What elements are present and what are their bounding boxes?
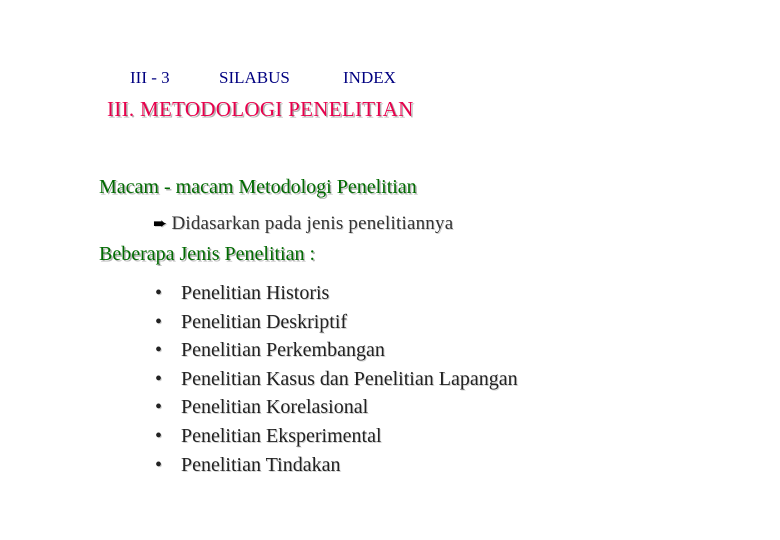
bullet-icon: • [155,339,163,362]
list-item-label: Penelitian Korelasional [181,396,369,419]
list-item [155,422,518,451]
bullet-icon: • [155,396,163,419]
bullet-icon: • [155,424,163,447]
section-heading: Macam - macam Metodologi Penelitian [99,176,417,198]
list-item [155,393,518,422]
list-item-label: Penelitian Historis [181,282,330,304]
subline [153,213,453,235]
nav-link-silabus[interactable]: SILABUS [219,68,290,87]
list-item-label: Penelitian Eksperimental [181,424,382,447]
list-item-label: Penelitian Kasus dan Penelitian Lapangan [181,367,518,390]
arrow-right-icon: ➨ [153,214,168,233]
list-item [155,336,518,365]
bullet-icon: • [155,310,163,333]
top-navigation [0,68,780,92]
nav-link-index[interactable]: INDEX [343,68,396,87]
list-item-label: Penelitian Tindakan [181,453,341,476]
subline-text: Didasarkan pada jenis penelitiannya [171,213,454,234]
list-item-label: Penelitian Deskriptif [181,310,348,333]
research-types-list [155,279,518,479]
list-item [155,451,518,480]
list-item [155,365,518,394]
list-heading: Beberapa Jenis Penelitian : [99,243,316,265]
list-item [155,308,518,337]
list-item [155,279,518,308]
nav-link-page-number[interactable]: III - 3 [130,68,170,87]
bullet-icon: • [155,367,163,390]
bullet-icon: • [155,453,163,476]
bullet-icon: • [155,282,163,304]
list-item-label: Penelitian Perkembangan [181,339,385,362]
page-title: III. METODOLOGI PENELITIAN [107,97,414,121]
